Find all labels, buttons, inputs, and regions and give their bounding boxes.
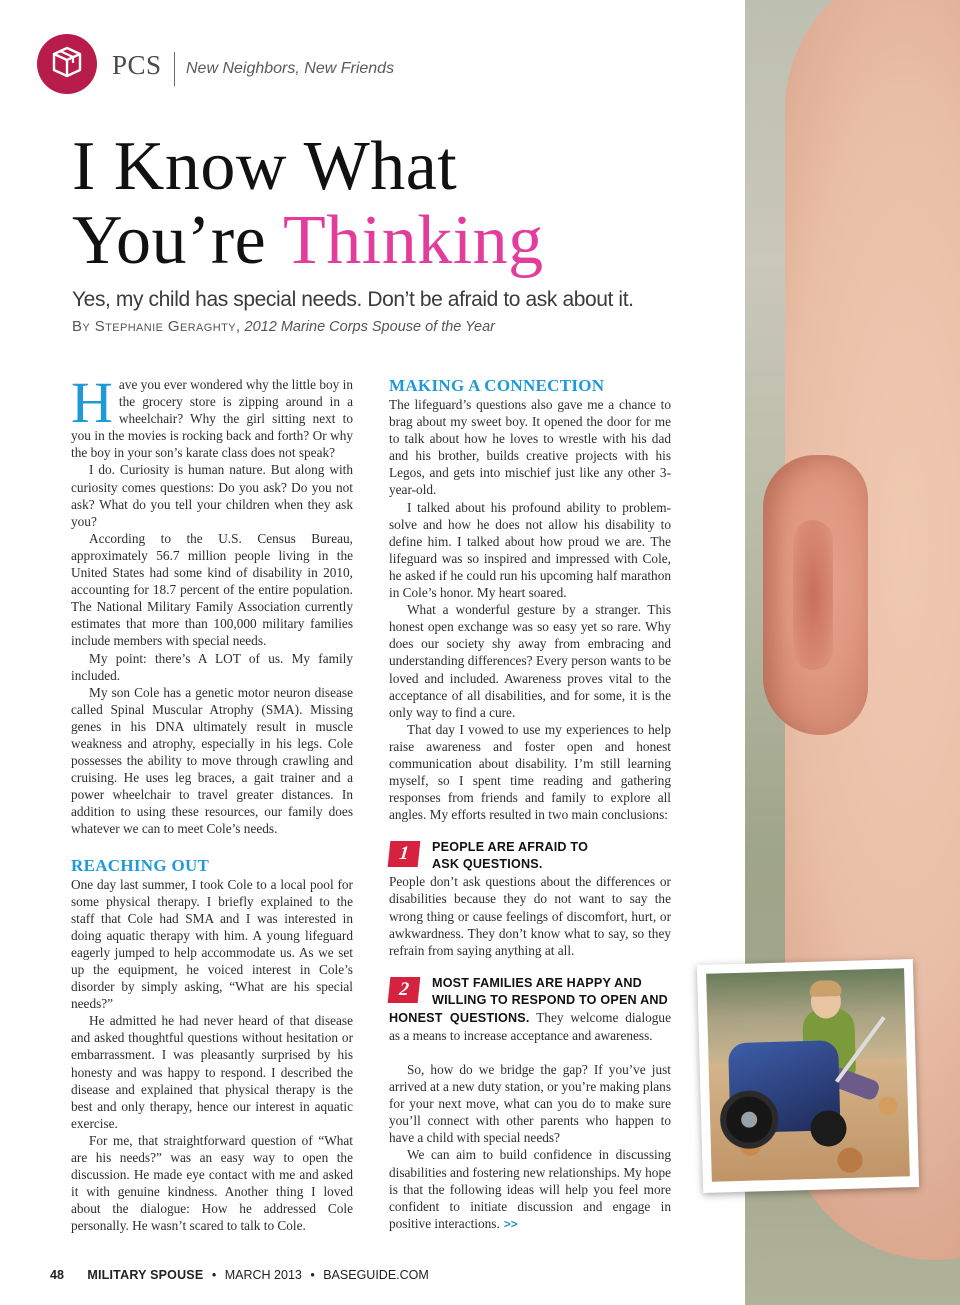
point-title-line: PEOPLE ARE AFRAID TO bbox=[432, 840, 589, 855]
footer-separator: • bbox=[211, 1268, 217, 1282]
point-text: People don’t ask questions about the differences or disabilities because they do not want to say the wrong thing or cause feelings of discomfort, hurt, or awkwardness. They don’t know what to say, so they refrain from saying anything at all. bbox=[389, 874, 671, 958]
paragraph: I do. Curiosity is human nature. But along with curiosity comes questions: Do you ask? Do you not ask? What do you tell your children when they ask you? bbox=[71, 462, 353, 529]
point-1 bbox=[389, 839, 671, 958]
point-2 bbox=[389, 975, 671, 1044]
header-divider bbox=[174, 52, 175, 86]
paragraph: So, how do we bridge the gap? If you’ve just arrived at a new duty station, or you’re making plans for your next move, what can you do to make sure you’ll connect with other parents who happen to have a child with special needs? bbox=[389, 1062, 671, 1146]
continue-arrow[interactable]: >> bbox=[503, 1216, 518, 1231]
paragraph: According to the U.S. Census Bureau, approximately 56.7 million people living in the United States had some kind of disability in 2010, accounting for 18.7 percent of the entire population. The National Military Family Association currently estimates that more than 100,000 military families include members with special needs. bbox=[71, 530, 353, 649]
page-number: 48 bbox=[50, 1268, 64, 1282]
title-line-1: I Know What bbox=[72, 128, 458, 205]
wheelchair-photo bbox=[706, 968, 910, 1181]
subhead-reaching-out: REACHING OUT bbox=[71, 855, 210, 875]
point-title-line: MOST FAMILIES ARE HAPPY AND bbox=[432, 975, 642, 990]
point-title-line: ASK QUESTIONS. bbox=[432, 857, 543, 872]
title-highlight: Thinking bbox=[283, 202, 544, 279]
paragraph: I talked about his profound ability to problem-solve and how he does not allow his disability to define him. I talked about how proud we are. The lifeguard was so inspired and impressed with Cole, he asked if he could run his upcoming half marathon in Cole’s honor. My heart soared. bbox=[389, 499, 671, 601]
paragraph-text: ave you ever wondered why the little boy in the grocery store is zipping around in a wheelchair? Why the girl sitting next to you in the movies is rocking back and forth? Or why the boy in your son’s karate class does not speak? bbox=[71, 377, 353, 461]
point-text bbox=[389, 1009, 671, 1044]
left-column bbox=[71, 370, 353, 1235]
number-badge: 2 bbox=[388, 977, 421, 1003]
paragraph-text: We can aim to build confidence in discussing disabilities and fostering new relationships. My hope is that the following ideas will help you feel more confident to initiate discussion and engage in positive interactions. bbox=[389, 1147, 671, 1231]
paragraph: He admitted he had never heard of that disease and asked thoughtful questions without hesitation or embarrassment. I was pleasantly surprised by his honesty and was happy to respond. I described the disease and explained that physical therapy is the best and only therapy, hence our interest in aquatic exercise. bbox=[71, 1013, 353, 1131]
footer-separator: • bbox=[310, 1268, 315, 1282]
point-title bbox=[432, 975, 668, 1009]
drop-cap: H bbox=[71, 370, 113, 435]
page-footer bbox=[50, 1268, 429, 1282]
paragraph: The lifeguard’s questions also gave me a chance to brag about my sweet boy. It opened the door for me to talk about how he loves to wrestle with his dad and his brother, builds creative projects with his Legos, and gets into mischief just like any other 3-year-old. bbox=[389, 397, 671, 498]
photo-ear-inner bbox=[793, 520, 833, 670]
paragraph bbox=[71, 370, 353, 461]
paragraph: One day last summer, I took Cole to a local pool for some physical therapy. I briefly explained to the staff that Cole had SMA and I was interested in doing aquatic therapy with him. A young lifeguard eagerly jumped to help accommodate us. As we set up the equipment, he voiced interest in Cole’s disorder by simply asking, “What are his special needs?” bbox=[71, 876, 353, 1012]
title-line-2a: You’re bbox=[72, 202, 267, 279]
article-dek: Yes, my child has special needs. Don’t be afraid to ask about it. bbox=[72, 288, 634, 311]
byline-role: 2012 Marine Corps Spouse of the Year bbox=[244, 319, 495, 335]
paragraph: What a wonderful gesture by a stranger. This honest open exchange was so easy yet so rare. Why does our society shy away from embracing and understanding differences? Every person wants to be loved and included. Awareness proves vital to the acceptance of all disabilities, and for some, it is the only way to find a cure. bbox=[389, 602, 671, 720]
paragraph bbox=[389, 1146, 671, 1232]
point-text-body: They welcome dialogue as a means to increase acceptance and awareness. bbox=[389, 1009, 671, 1043]
number-badge: 1 bbox=[388, 841, 421, 867]
point-title-line: WILLING TO RESPOND TO OPEN AND bbox=[432, 992, 668, 1007]
subsection-label: New Neighbors, New Friends bbox=[186, 60, 395, 77]
point-title-inline: HONEST QUESTIONS. bbox=[389, 1010, 530, 1025]
issue-date: MARCH 2013 bbox=[224, 1268, 302, 1282]
subhead-making-connection: MAKING A CONNECTION bbox=[389, 376, 605, 395]
paragraph: My son Cole has a genetic motor neuron disease called Spinal Muscular Atrophy (SMA). Missing genes in his DNA ultimately result in muscle weakness and atrophy, especially in his legs. Cole possesses the ability to move through crawling and cruising. He uses leg braces, a gait trainer and a power wheelchair to travel greater distances. In addition to using these resources, our family does whatever we can to meet Cole’s needs. bbox=[71, 684, 353, 837]
point-title bbox=[432, 839, 588, 873]
byline bbox=[72, 318, 495, 335]
right-column bbox=[389, 376, 671, 1233]
paragraph: For me, that straightforward question of “What are his needs?” was an easy way to open the discussion. He made eye contact with me and asked it with genuine kindness. Another thing I loved about the dialogue: How he addressed Cole personally. He wasn’t scared to talk to Cole. bbox=[71, 1132, 353, 1234]
website: BASEGUIDE.COM bbox=[323, 1268, 429, 1282]
paragraph: That day I vowed to use my experiences to help raise awareness and foster open and honest communication about disability. I’m still learning myself, so I spent time reading and gathering responses from friends and family to explore all angles. My efforts resulted in two main conclusions: bbox=[389, 721, 671, 823]
byline-name: By Stephanie Geraghty, bbox=[72, 318, 241, 335]
section-badge bbox=[37, 34, 97, 94]
section-label: PCS bbox=[112, 50, 162, 80]
box-icon bbox=[49, 44, 85, 85]
magazine-name: MILITARY SPOUSE bbox=[87, 1268, 204, 1282]
article-title bbox=[72, 130, 544, 278]
paragraph: My point: there’s A LOT of us. My family included. bbox=[71, 650, 353, 683]
wheelchair-photo-card bbox=[697, 959, 919, 1193]
